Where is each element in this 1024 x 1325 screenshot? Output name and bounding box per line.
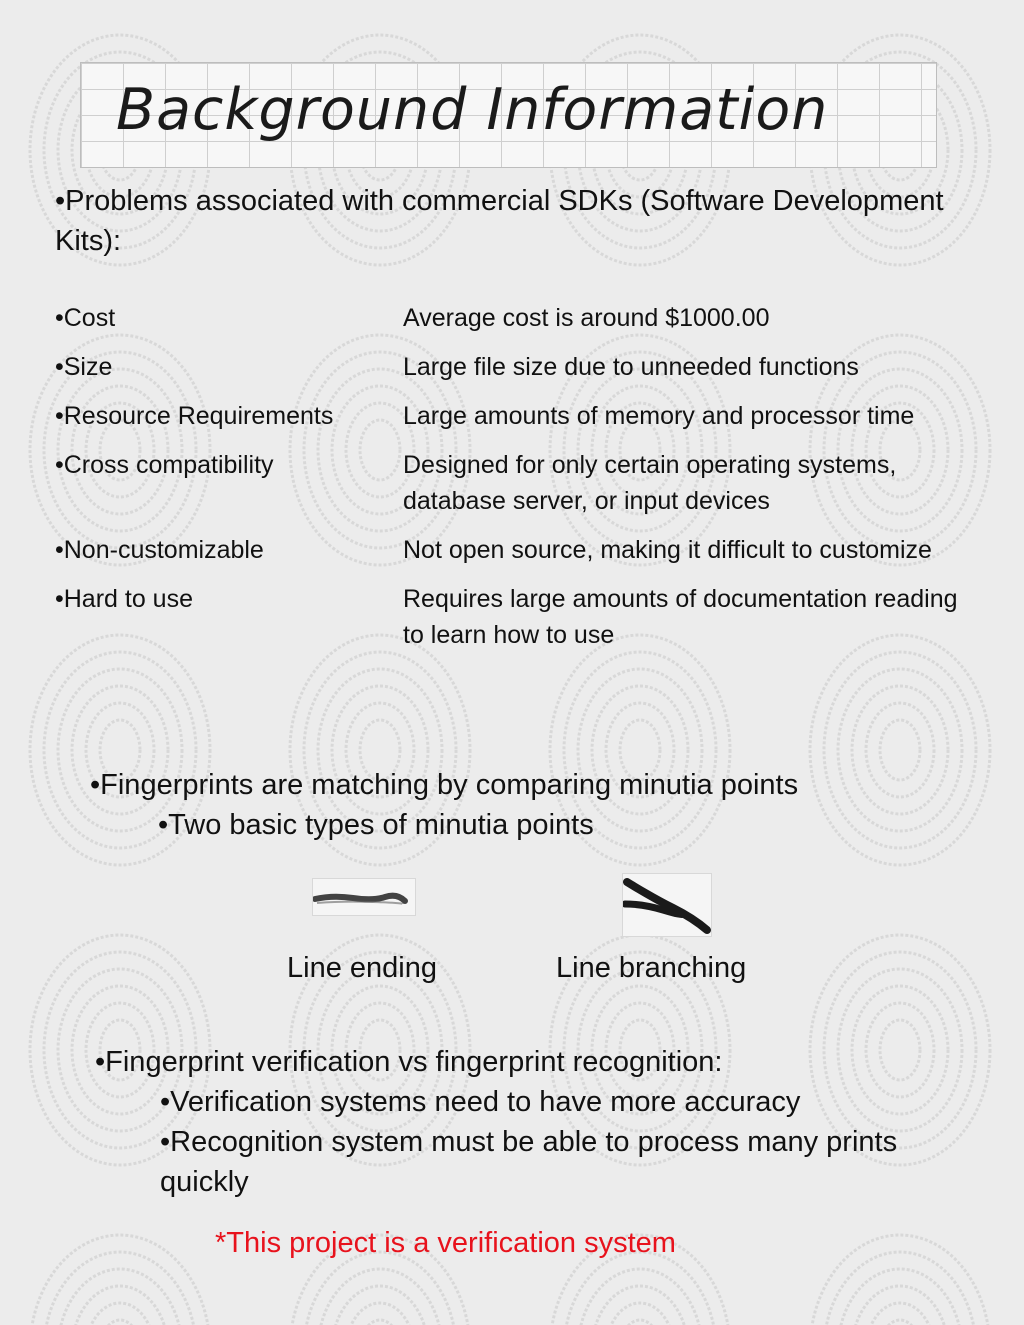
verification-main-point: •Fingerprint verification vs fingerprint recognition:	[95, 1046, 723, 1078]
problems-table	[55, 300, 990, 666]
problem-desc: Requires large amounts of documentation reading to learn how to use	[403, 585, 958, 649]
line-ending-image	[312, 878, 416, 916]
problem-row	[55, 398, 990, 434]
line-branching-caption: Line branching	[556, 952, 747, 984]
problem-name: •Cost	[55, 304, 116, 332]
problem-name: •Cross compatibility	[55, 451, 274, 479]
page-title: Background Information	[116, 77, 829, 143]
problem-row	[55, 300, 990, 336]
problem-desc: Large file size due to unneeded functions	[403, 353, 859, 381]
intro-text: •Problems associated with commercial SDKs (Software Development Kits):	[55, 185, 944, 257]
problem-name: •Size	[55, 353, 113, 381]
line-branching-image	[622, 873, 712, 937]
problem-desc: Large amounts of memory and processor time	[403, 402, 915, 430]
problem-desc: Not open source, making it difficult to customize	[403, 536, 932, 564]
minutia-sub-point: •Two basic types of minutia points	[158, 809, 594, 841]
problem-row	[55, 447, 990, 519]
problem-desc: Designed for only certain operating systems, database server, or input devices	[403, 451, 897, 515]
problem-row	[55, 532, 990, 568]
problem-desc: Average cost is around $1000.00	[403, 304, 770, 332]
problem-name: •Non-customizable	[55, 536, 264, 564]
project-note: *This project is a verification system	[215, 1227, 676, 1259]
verification-sub-point: •Verification systems need to have more accuracy	[160, 1086, 801, 1118]
problem-row	[55, 581, 990, 653]
problem-name: •Resource Requirements	[55, 402, 334, 430]
problem-row	[55, 349, 990, 385]
minutia-main-point: •Fingerprints are matching by comparing minutia points	[90, 769, 799, 801]
recognition-sub-point: •Recognition system must be able to process many prints quickly	[160, 1126, 898, 1198]
problem-name: •Hard to use	[55, 585, 193, 613]
line-ending-caption: Line ending	[287, 952, 437, 984]
